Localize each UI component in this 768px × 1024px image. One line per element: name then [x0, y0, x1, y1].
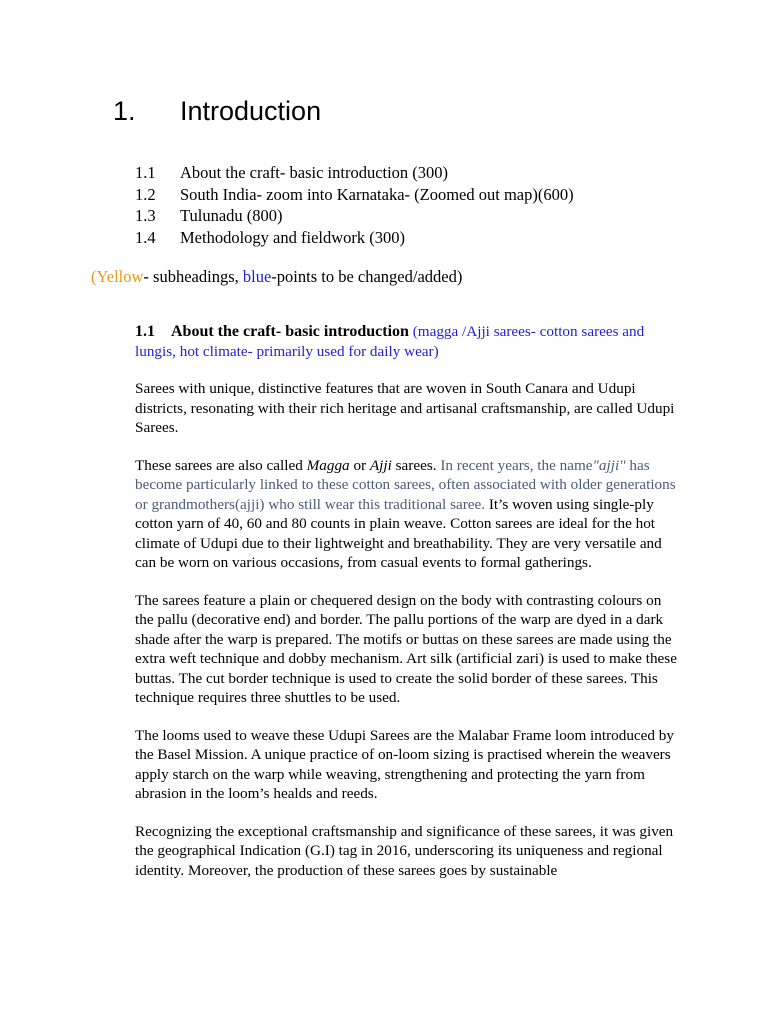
section-heading — [113, 94, 321, 128]
added-term-ajji: "ajji" — [592, 456, 626, 474]
paragraph: The sarees feature a plain or chequered design on the body with contrasting colours on the pallu (decorative end) and border. The pallu portions of the warp are dyed in a dark shade after the warp is prepared. The motifs or buttas on these sarees are made using the extra weft technique and dobby mechanism. Art silk (artificial zari) is used to make these buttas. The cut border technique is used to create the solid border of these sarees. This technique requires three shuttles to be used. — [135, 591, 677, 706]
paragraph: The looms used to weave these Udupi Sarees are the Malabar Frame loom introduced by the Basel Mission. A unique practice of on-loom sizing is practised wherein the weavers apply starch on the warp while weaving, strengthening and protecting the yarn from abrasion in the loom’s healds and reeds. — [135, 726, 674, 802]
toc-item-text: South India- zoom into Karnataka- (Zoomed out map)(600) — [180, 184, 574, 204]
subsection-heading — [135, 322, 680, 361]
toc-item-text: Tulunadu (800) — [180, 206, 283, 225]
added-text: has become particularly linked to these cotton sarees, often associated with older generations or grandmothers(ajji) who still wear this traditional saree. — [135, 456, 676, 513]
added-text: In recent years, the name — [440, 456, 593, 474]
term-ajji: Ajji — [369, 456, 392, 474]
term-magga: Magga — [306, 456, 350, 474]
legend-after-blue: -points to be changed/added) — [271, 267, 463, 286]
legend-after-yellow: - subheadings, — [143, 267, 243, 286]
paragraph: Recognizing the exceptional craftsmanship and significance of these sarees, it was given the geographical Indication (G.I) tag in 2016, underscoring its uniqueness and regional identity. Moreover, the production of these sarees goes by sustainable — [135, 822, 674, 879]
toc-item — [135, 162, 574, 184]
toc-item — [135, 205, 574, 227]
paragraph-text: sarees. — [391, 456, 441, 474]
legend-open-paren: ( — [91, 267, 97, 286]
paragraph-text: These sarees are also called — [135, 456, 307, 474]
legend-yellow-word: Yellow — [96, 267, 144, 286]
color-legend-note — [91, 266, 462, 287]
toc-item-number: 1.4 — [135, 227, 156, 247]
heading-title: Introduction — [180, 96, 322, 126]
paragraph-text: It’s woven using single-ply cotton yarn of 40, 60 and 80 counts in plain weave. Cotton sarees are ideal for the hot climate of Udupi due to their lightweight and breathability. They are very versatile and can be worn on various occasions, from casual events to formal gatherings. — [135, 495, 662, 571]
subsection-title: About the craft- basic introduction — [171, 323, 409, 340]
toc-item — [135, 184, 574, 206]
table-of-contents — [135, 162, 574, 248]
subsection-note: (magga /Ajji sarees- cotton sarees and lungis, hot climate- primarily used for daily wear) — [135, 323, 645, 360]
paragraph — [135, 456, 680, 573]
legend-blue-word: blue — [242, 267, 272, 286]
toc-item — [135, 227, 574, 249]
toc-item-number: 1.1 — [135, 163, 156, 182]
toc-item-text: About the craft- basic introduction (300) — [180, 163, 449, 182]
paragraph-text: or — [349, 456, 370, 474]
heading-number: 1. — [113, 96, 136, 126]
section-body — [135, 322, 680, 898]
paragraph: Sarees with unique, distinctive features that are woven in South Canara and Udupi districts, resonating with their rich heritage and artisanal craftsmanship, are called Udupi Sarees. — [135, 380, 675, 436]
toc-item-number: 1.2 — [135, 184, 156, 204]
toc-item-text: Methodology and fieldwork (300) — [180, 227, 405, 247]
toc-item-number: 1.3 — [135, 206, 156, 225]
subsection-number: 1.1 — [135, 323, 155, 340]
